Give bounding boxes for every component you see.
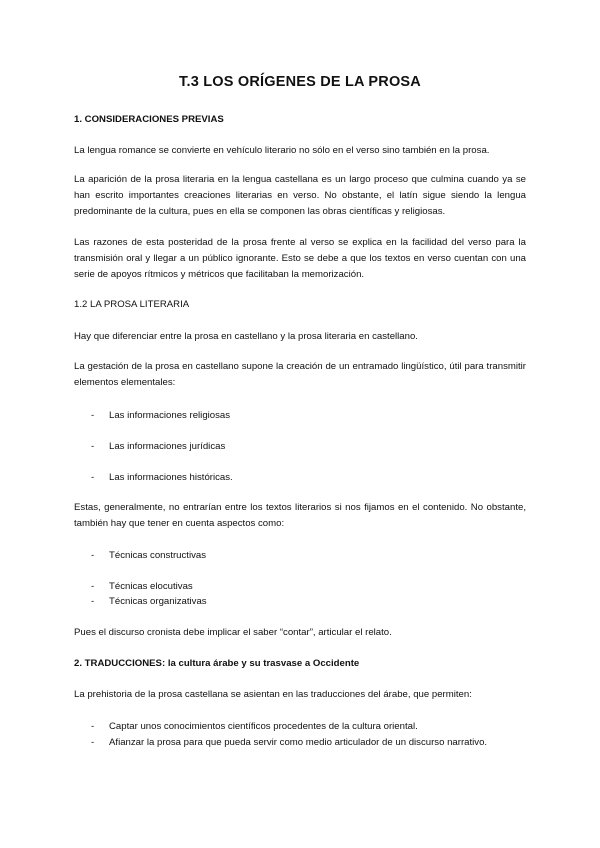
list-item: Técnicas organizativas — [109, 596, 207, 607]
heading-bold-part: 2. TRADUCCIONES — [74, 658, 162, 669]
paragraph: La gestación de la prosa en castellano supone la creación de un entramado lingüístico, útil para transmitir elementos elementales: — [74, 361, 526, 388]
list-marker: - — [91, 441, 95, 452]
section-heading-consideraciones: 1. CONSIDERACIONES PREVIAS — [74, 114, 224, 125]
section-heading-prosa-literaria: 1.2 LA PROSA LITERARIA — [74, 299, 190, 310]
page-title: T.3 LOS ORÍGENES DE LA PROSA — [179, 74, 421, 90]
list-item: Captar unos conocimientos científicos procedentes de la cultura oriental. — [109, 721, 418, 732]
list-item: Las informaciones históricas. — [109, 472, 233, 483]
list-marker: - — [91, 721, 95, 732]
list-marker: - — [91, 581, 95, 592]
list-marker: - — [91, 472, 95, 483]
paragraph: Hay que diferenciar entre la prosa en castellano y la prosa literaria en castellano. — [74, 331, 418, 342]
list-marker: - — [91, 550, 95, 561]
paragraph: La prehistoria de la prosa castellana se asientan en las traducciones del árabe, que permiten: — [74, 689, 472, 700]
list-item: Técnicas elocutivas — [109, 581, 193, 592]
paragraph: Estas, generalmente, no entrarían entre los textos literarios si nos fijamos en el contenido. No obstante, también hay que tener en cuenta aspectos como: — [74, 502, 526, 529]
list-item: Las informaciones religiosas — [109, 410, 231, 421]
section-heading-traducciones — [74, 656, 526, 672]
paragraph: Las razones de esta posteridad de la prosa frente al verso se explica en la facilidad del verso para la transmisión oral y llegar a un público ignorante. Esto se debe a que los textos en verso cuentan con una serie de apoyos rítmicos y métricos que facilitaban la memorización. — [74, 237, 526, 280]
list-marker: - — [91, 410, 95, 421]
list-marker: - — [91, 737, 95, 748]
list-marker: - — [91, 596, 95, 607]
paragraph: La aparición de la prosa literaria en la lengua castellana es un largo proceso que culmina cuando ya se han escrito importantes creaciones literarias en verso. No obstante, el latín sigue siendo la lengua predominante de la cultura, pues en ella se componen las obras científicas y religiosas. — [74, 174, 526, 217]
list-item: Técnicas constructivas — [109, 550, 207, 561]
heading-rest-part: : la cultura árabe y su trasvase a Occidente — [161, 658, 360, 669]
paragraph: La lengua romance se convierte en vehículo literario no sólo en el verso sino también en la prosa. — [74, 145, 490, 156]
list-item: Las informaciones jurídicas — [109, 441, 226, 452]
list-item: Afianzar la prosa para que pueda servir como medio articulador de un discurso narrativo. — [109, 737, 488, 748]
paragraph: Pues el discurso cronista debe implicar el saber “contar”, articular el relato. — [74, 627, 392, 638]
